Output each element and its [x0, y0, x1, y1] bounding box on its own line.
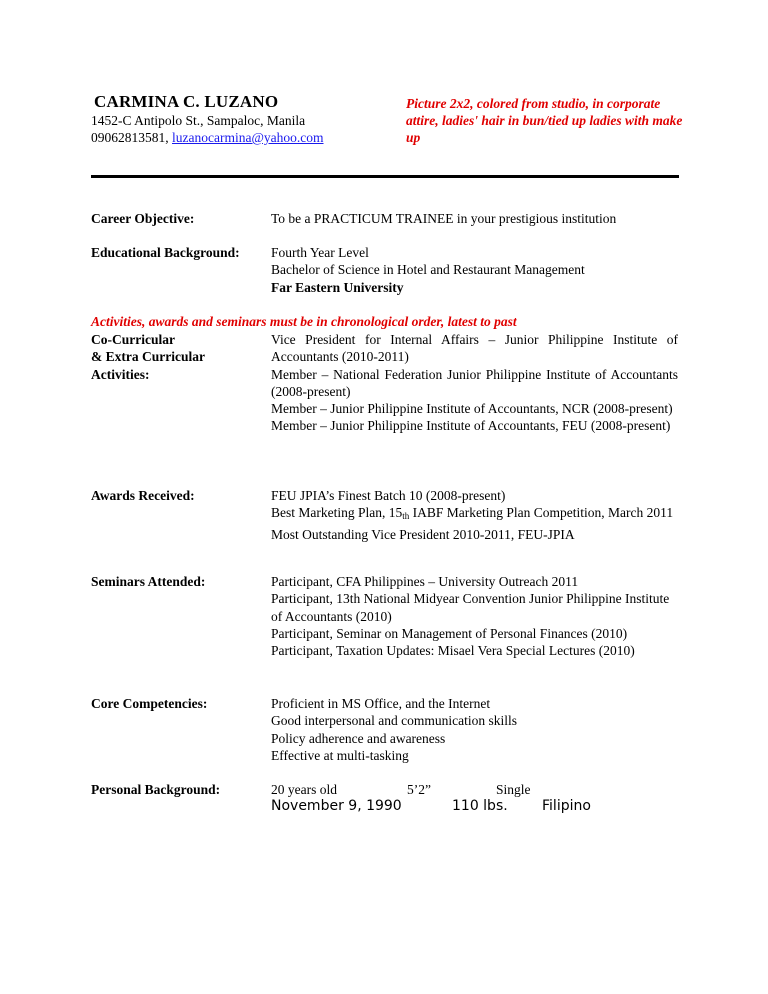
list-item: Participant, Taxation Updates: Misael Vera Special Lectures (2010): [271, 643, 635, 659]
list-item: Member – National Federation Junior Philippine Institute of Accountants (2008-present): [271, 366, 678, 399]
birthday: November 9, 1990: [271, 798, 402, 814]
list-item: Good interpersonal and communication skills: [271, 713, 517, 729]
list-item: Participant, CFA Philippines – University Outreach 2011: [271, 574, 579, 589]
list-item: Proficient in MS Office, and the Internet: [271, 696, 491, 711]
education-label: Educational Background:: [91, 245, 240, 260]
list-item: Member – Junior Philippine Institute of Accountants, FEU (2008-present): [271, 418, 671, 434]
list-item: Participant, Seminar on Management of Personal Finances (2010): [271, 625, 628, 641]
competencies-label: Core Competencies:: [91, 696, 208, 711]
list-item: Most Outstanding Vice President 2010-2011, FEU-JPIA: [271, 526, 575, 542]
awards-list: [271, 487, 678, 543]
list-item: Policy adherence and awareness: [271, 730, 446, 746]
ordinal-suffix: th: [402, 511, 410, 522]
chronology-note: Activities, awards and seminars must be in chronological order, latest to past: [91, 314, 517, 329]
activities-label-line: & Extra Curricular: [91, 349, 205, 365]
phone-email-line: [91, 129, 324, 146]
career-objective-label: Career Objective:: [91, 211, 195, 226]
age: 20 years old: [271, 782, 337, 797]
list-item: Effective at multi-tasking: [271, 747, 409, 763]
email-link[interactable]: luzanocarmina@yahoo.com: [172, 130, 324, 145]
address: 1452-C Antipolo St., Sampaloc, Manila: [91, 113, 306, 128]
list-item: [271, 504, 678, 525]
activities-label-line: Co-Curricular: [91, 332, 175, 347]
competencies-list: [271, 695, 678, 764]
education-level: Fourth Year Level: [271, 245, 369, 260]
seminars-list: [271, 573, 678, 659]
list-item: Vice President for Internal Affairs – Junior Philippine Institute of Accountants (2010-2011): [271, 332, 678, 365]
height: 5’2”: [407, 782, 431, 797]
activities-list: [271, 331, 678, 435]
list-item: FEU JPIA’s Finest Batch 10 (2008-present): [271, 488, 506, 503]
seminars-label: Seminars Attended:: [91, 574, 206, 589]
education-school: Far Eastern University: [271, 279, 404, 295]
photo-instruction-note: Picture 2x2, colored from studio, in corporate attire, ladies' hair in bun/tied up ladies with make up: [406, 96, 683, 145]
education-course: Bachelor of Science in Hotel and Restaurant Management: [271, 262, 585, 278]
header-divider: [91, 175, 679, 178]
weight: 110 lbs.: [452, 798, 508, 814]
nationality: Filipino: [542, 798, 591, 814]
list-item: Participant, 13th National Midyear Convention Junior Philippine Institute of Accountants (2010): [271, 591, 670, 624]
personal-row-2: [271, 797, 591, 815]
education-values: [271, 244, 678, 296]
personal-label: Personal Background:: [91, 782, 221, 797]
career-objective-value: To be a PRACTICUM TRAINEE in your prestigious institution: [271, 211, 617, 226]
award-text-part: IABF Marketing Plan Competition, March 2011: [409, 505, 674, 521]
phone-number: 09062813581,: [91, 130, 169, 145]
civil-status: Single: [496, 782, 531, 797]
list-item: Member – Junior Philippine Institute of Accountants, NCR (2008-present): [271, 401, 673, 417]
awards-label: Awards Received:: [91, 488, 195, 503]
activities-label-line: Activities:: [91, 366, 150, 382]
award-text-part: Best Marketing Plan, 15: [271, 505, 403, 521]
applicant-name: CARMINA C. LUZANO: [94, 92, 279, 111]
activities-label: [91, 331, 205, 383]
personal-row-1: [271, 781, 531, 798]
